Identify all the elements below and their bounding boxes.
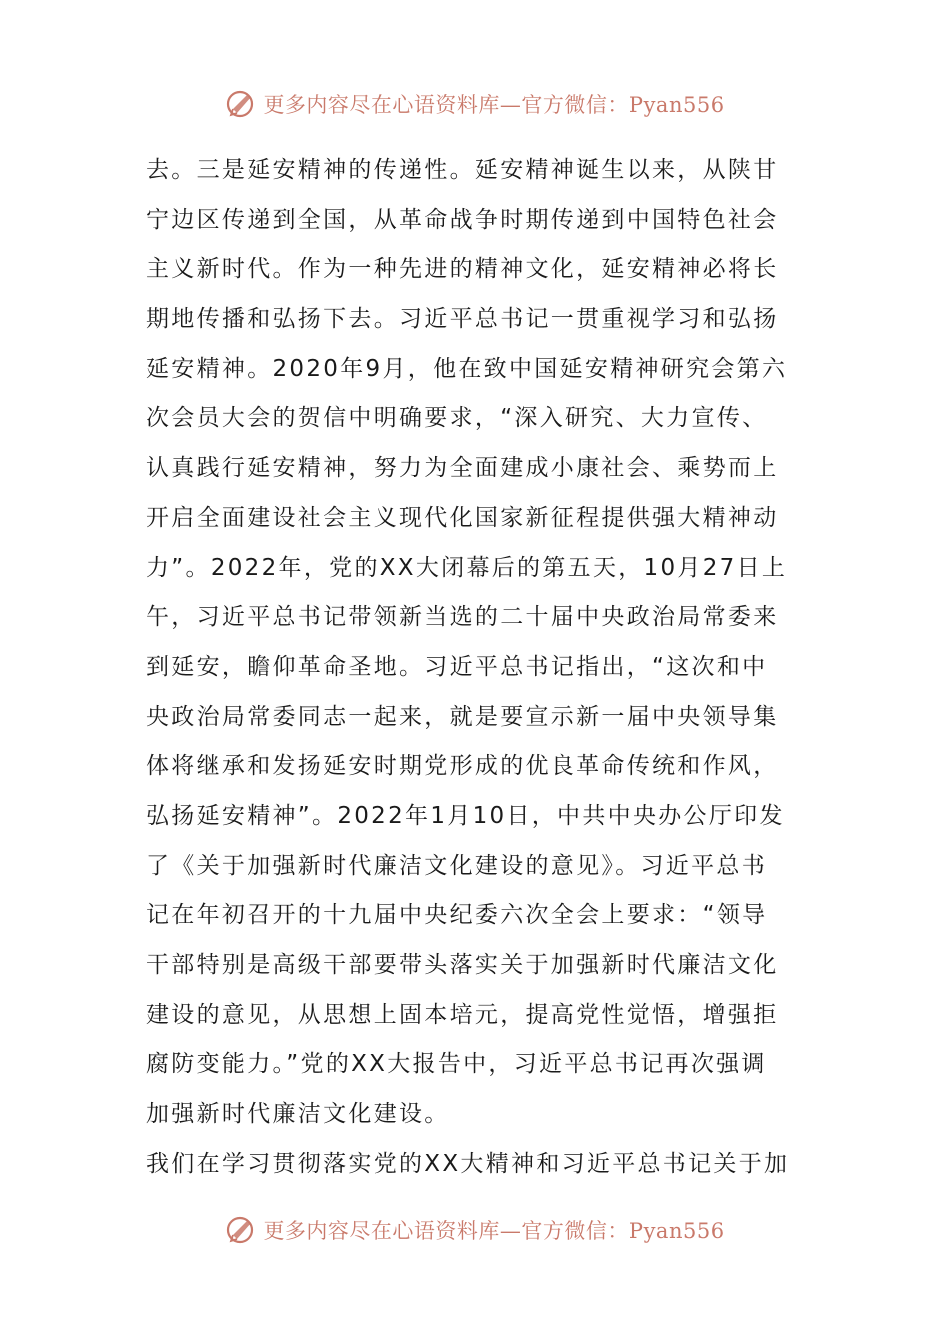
text-line: 认真践行延安精神，努力为全面建成小康社会、乘势而上 — [146, 455, 779, 482]
text-line: 次会员大会的贺信中明确要求，“深入研究、大力宣传、 — [146, 405, 768, 432]
text-line: 干部特别是高级干部要带头落实关于加强新时代廉洁文化 — [146, 952, 779, 978]
pen-logo-icon — [225, 87, 259, 121]
text-line: 期地传播和弘扬下去。习近平总书记一贯重视学习和弘扬 — [146, 306, 779, 333]
text-line: 弘扬延安精神”。2022年1月10日，中共中央办公厅印发 — [146, 802, 785, 829]
text-line: 记在年初召开的十九届中央纪委六次全会上要求：“领导 — [146, 902, 768, 929]
footer-banner-text: 更多内容尽在心语资料库—官方微信：Pyan556 — [263, 1219, 725, 1243]
text-line: 建设的意见，从思想上固本培元，提高党性觉悟，增强拒 — [146, 1001, 779, 1028]
footer-banner — [0, 1210, 950, 1250]
text-line: 央政治局常委同志一起来，就是要宣示新一届中央领导集 — [146, 703, 779, 730]
text-line: 腐防变能力。”党的XX大报告中，习近平总书记再次强调 — [146, 1051, 767, 1078]
text-line: 力”。2022年，党的XX大闭幕后的第五天，10月27日上 — [146, 554, 788, 581]
text-line: 体将继承和发扬延安时期党形成的优良革命传统和作风， — [146, 753, 779, 780]
document-body — [146, 146, 804, 1189]
text-line: 主义新时代。作为一种先进的精神文化，延安精神必将长 — [146, 256, 779, 283]
header-banner-text: 更多内容尽在心语资料库—官方微信：Pyan556 — [263, 93, 725, 117]
header-banner — [0, 84, 950, 124]
text-line: 到延安，瞻仰革命圣地。习近平总书记指出，“这次和中 — [146, 653, 768, 680]
text-line: 去。三是延安精神的传递性。延安精神诞生以来，从陕甘 — [146, 157, 779, 183]
text-line: 开启全面建设社会主义现代化国家新征程提供强大精神动 — [146, 504, 779, 531]
pen-logo-icon — [225, 1213, 259, 1247]
text-line: 了《关于加强新时代廉洁文化建设的意见》。习近平总书 — [146, 852, 767, 879]
text-line: 加强新时代廉洁文化建设。 — [146, 1101, 450, 1128]
text-line: 午，习近平总书记带领新当选的二十届中央政治局常委来 — [146, 604, 779, 631]
text-line: 我们在学习贯彻落实党的XX大精神和习近平总书记关于加 — [146, 1150, 790, 1177]
text-line: 延安精神。2020年9月，他在致中国延安精神研究会第六 — [146, 355, 788, 382]
text-line: 宁边区传递到全国，从革命战争时期传递到中国特色社会 — [146, 206, 779, 233]
